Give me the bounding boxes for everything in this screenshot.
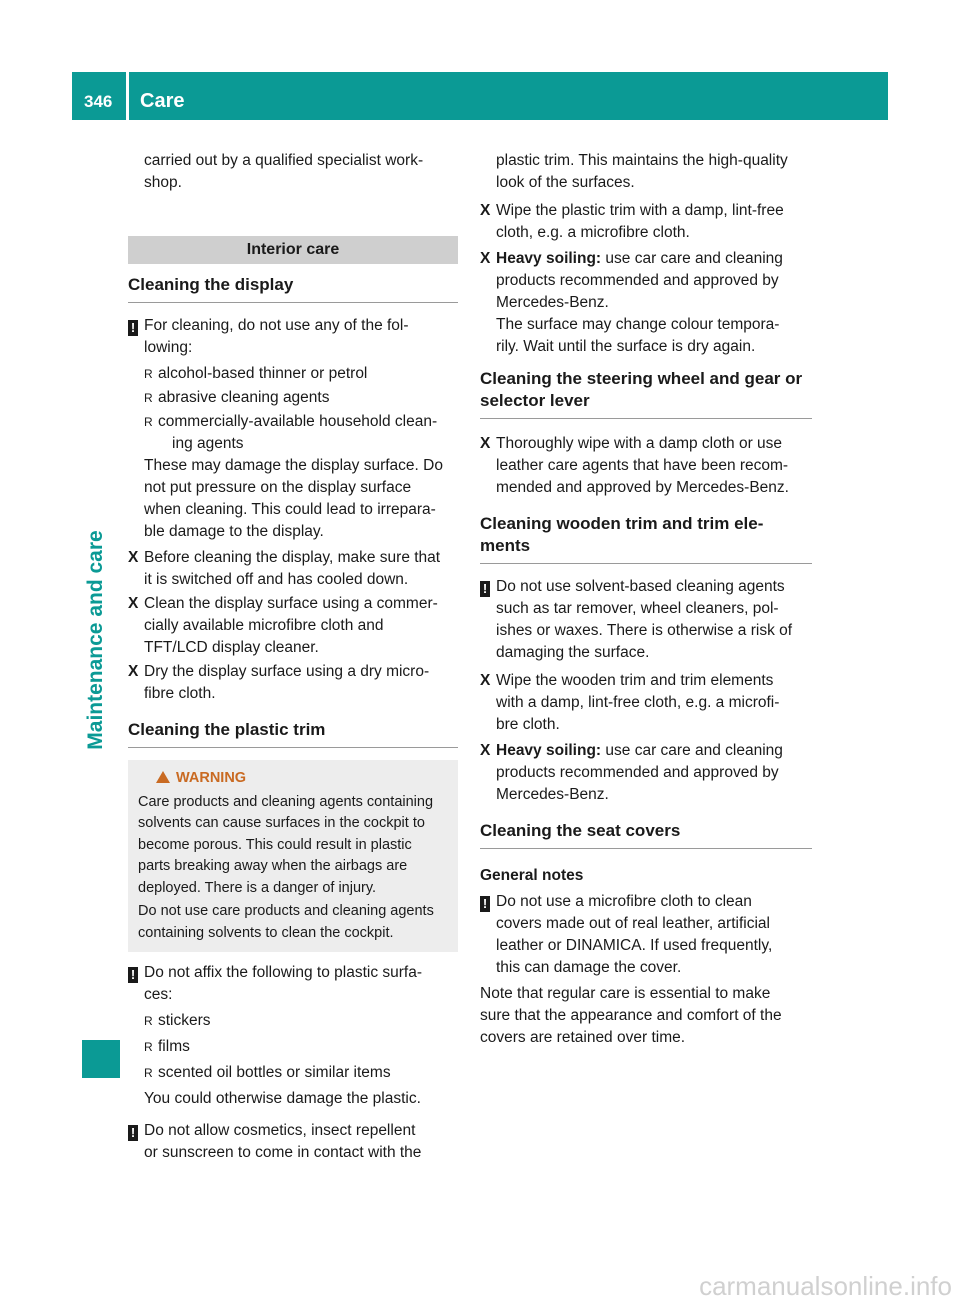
subheading-general-notes: General notes: [480, 867, 584, 884]
caution-icon: !: [128, 320, 138, 336]
wooden-note: ! Do not use solvent-based cleaning agents such as tar remover, wheel cleaners, pol- ishes or waxes. There is otherwise a risk of damaging the surface.: [480, 576, 812, 664]
intro-line: shop.: [144, 174, 182, 191]
warning-icon: [156, 771, 170, 783]
heading-cleaning-display: Cleaning the display: [128, 274, 458, 303]
list-item: R commercially-available household clean- ing agents: [144, 413, 438, 452]
plastic-note: ! Do not affix the following to plastic surfa- ces: R stickers R films R scented oil bottles or similar items You could otherwise damage the plastic.: [128, 962, 458, 1110]
bullet-icon: R: [144, 391, 153, 405]
step-item: X Heavy soiling: use car care and cleaning products recommended and approved by Mercedes-Benz.: [480, 742, 783, 803]
page-number: 346: [84, 92, 113, 111]
note-text: For cleaning, do not use any of the fol-: [144, 317, 409, 334]
heading-cleaning-seat: Cleaning the seat covers: [480, 820, 812, 849]
step-arrow-icon: X: [128, 595, 139, 612]
continued-text: look of the surfaces.: [496, 174, 635, 191]
display-note: [128, 315, 458, 543]
note-text: These may damage the display surface. Do: [144, 457, 443, 474]
warning-title: WARNING: [138, 768, 448, 790]
plastic-note-2: ! Do not allow cosmetics, insect repellent or sunscreen to come in contact with the: [128, 1120, 458, 1164]
warning-text: Do not use care products and cleaning agents containing solvents to clean the cockpit.: [138, 903, 434, 941]
bullet-icon: R: [144, 1014, 153, 1028]
intro-line: carried out by a qualified specialist work-: [144, 152, 424, 169]
caution-icon: !: [128, 1125, 138, 1141]
step-item: X Wipe the wooden trim and trim elements with a damp, lint-free cloth, e.g. a microfi- bre cloth.: [480, 672, 780, 733]
note-text: not put pressure on the display surface: [144, 479, 412, 496]
step-arrow-icon: X: [480, 672, 491, 689]
step-arrow-icon: X: [128, 549, 139, 566]
list-item: R abrasive cleaning agents: [128, 387, 458, 409]
step-item: X Before cleaning the display, make sure that it is switched off and has cooled down.: [128, 549, 441, 588]
side-tab-marker: [82, 1040, 120, 1078]
warning-box: [128, 760, 458, 952]
heading-cleaning-steering: Cleaning the steering wheel and gear or selector lever: [480, 368, 812, 419]
bullet-icon: R: [144, 415, 153, 429]
note-text: ble damage to the display.: [144, 523, 324, 540]
step-arrow-icon: X: [480, 250, 491, 267]
step-item: X Heavy soiling: use car care and cleaning products recommended and approved by Mercedes-Benz. The surface may change colour tempora- rily. Wait until the surface is dry again.: [480, 250, 783, 355]
list-item: R stickers: [128, 1010, 458, 1032]
step-item: X Wipe the plastic trim with a damp, lint-free cloth, e.g. a microfibre cloth.: [480, 202, 784, 241]
watermark: carmanualsonline.info: [699, 1271, 952, 1301]
header-divider: [126, 72, 129, 120]
step-item: X Clean the display surface using a commer- cially available microfibre cloth and TFT/LCD display cleaner.: [128, 595, 438, 656]
bullet-icon: R: [144, 1066, 153, 1080]
caution-icon: !: [480, 896, 490, 912]
side-section-text: Maintenance and care: [84, 530, 107, 750]
continued-text: plastic trim. This maintains the high-quality: [496, 152, 788, 169]
step-item: X Thoroughly wipe with a damp cloth or use leather care agents that have been recom- mended and approved by Mercedes-Benz.: [480, 435, 789, 496]
page-header: [72, 72, 888, 120]
caution-icon: !: [480, 581, 490, 597]
list-item: R scented oil bottles or similar items: [128, 1062, 458, 1084]
heading-cleaning-wooden: Cleaning wooden trim and trim ele- ments: [480, 513, 812, 564]
step-arrow-icon: X: [128, 663, 139, 680]
bullet-icon: R: [144, 1040, 153, 1054]
section-band: Interior care: [128, 236, 458, 264]
warning-text: Care products and cleaning agents containing solvents can cause surfaces in the cockpit to become porous. This could result in plastic parts breaking away when the airbags are deployed. There is a danger of injury.: [138, 793, 434, 896]
list-item: R films: [128, 1036, 458, 1058]
list-item: R alcohol-based thinner or petrol: [128, 363, 458, 385]
heading-cleaning-plastic: Cleaning the plastic trim: [128, 719, 458, 748]
step-item: X Dry the display surface using a dry micro- fibre cloth.: [128, 663, 430, 702]
step-arrow-icon: X: [480, 742, 491, 759]
left-column: [128, 150, 458, 1164]
right-column: [480, 150, 812, 1049]
step-arrow-icon: X: [480, 202, 491, 219]
note-text: lowing:: [144, 339, 193, 356]
seat-note: ! Do not use a microfibre cloth to clean covers made out of real leather, artificial leather or DINAMICA. If used frequently, this can damage the cover.: [480, 891, 812, 979]
note-text: when cleaning. This could lead to irrepara-: [144, 501, 436, 518]
chapter-title: Care: [140, 90, 185, 112]
seat-paragraph: Note that regular care is essential to make sure that the appearance and comfort of the covers are retained over time.: [480, 985, 782, 1046]
step-arrow-icon: X: [480, 435, 491, 452]
bullet-icon: R: [144, 367, 153, 381]
caution-icon: !: [128, 967, 138, 983]
